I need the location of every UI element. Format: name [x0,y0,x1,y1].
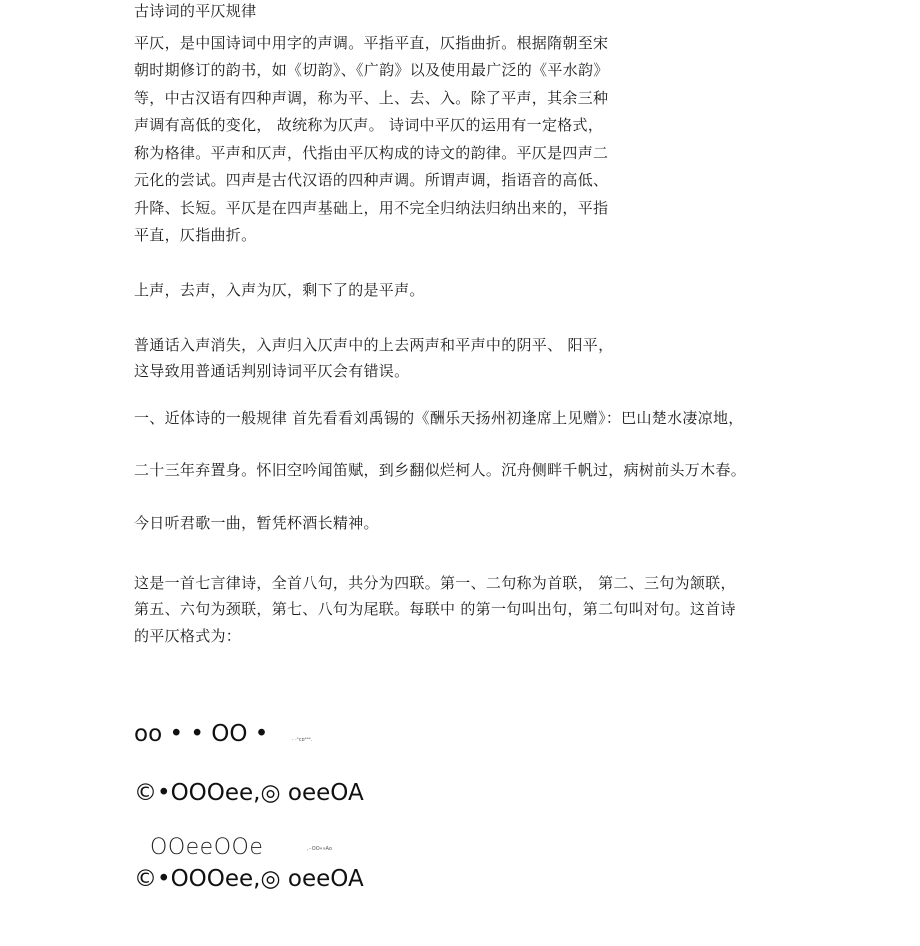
tone-pattern-annotation: ,··OO«»Ao [307,846,332,852]
tone-pattern-annotation: · ·ᵒcᴅᵉᵉᵉ. [292,737,313,743]
poem-line: 今日听君歌一曲，暂凭杯酒长精神。 [134,514,379,532]
paragraph-line: 朝时期修订的韵书，如《切韵》、《广韵》以及使用最广泛的《平水韵》 [134,61,609,79]
poem-intro-line: 一、近体诗的一般规律 首先看看刘禹锡的《酬乐天扬州初逢席上见赠》：巴山楚水凄凉地， [134,409,744,427]
tone-pattern-row: ©•OOOee,◎ oeeOA [134,866,364,892]
tone-pattern-row: ©•OOOee,◎ oeeOA [134,780,364,806]
paragraph-line: 普通话入声消失，入声归入仄声中的上去两声和平声中的阴平、 阳平， [134,336,614,354]
document-title: 古诗词的平仄规律 [134,2,257,20]
paragraph-line: 这导致用普通话判别诗词平仄会有错误。 [134,362,410,380]
paragraph-line: 平仄，是中国诗词中用字的声调。平指平直，仄指曲折。根据隋朝至宋 [134,34,609,52]
paragraph-line: 声调有高低的变化， 故统称为仄声。 诗词中平仄的运用有一定格式， [134,116,604,134]
paragraph-line: 第五、六句为颈联，第七、八句为尾联。每联中 的第一句叫出句，第二句叫对句。这首诗 [134,600,736,618]
tone-pattern-row: OOeeOOe [150,835,264,860]
tone-pattern-row: oo • • OO • [134,721,269,747]
poem-line: 二十三年弃置身。怀旧空吟闻笛赋，到乡翻似烂柯人。沉舟侧畔千帆过，病树前头万木春。 [134,461,747,479]
paragraph-line: 升降、长短。平仄是在四声基础上，用不完全归纳法归纳出来的，平指 [134,199,609,217]
paragraph-line: 称为格律。平声和仄声，代指由平仄构成的诗文的韵律。平仄是四声二 [134,144,609,162]
paragraph-ze-tones: 上声，去声，入声为仄，剩下了的是平声。 [134,281,425,299]
paragraph-line: 等，中古汉语有四种声调，称为平、上、去、入。除了平声，其余三种 [134,89,609,107]
paragraph-line: 平直，仄指曲折。 [134,226,257,244]
paragraph-line: 这是一首七言律诗，全首八句，共分为四联。第一、二句称为首联， 第二、三句为颔联， [134,574,736,592]
paragraph-line: 元化的尝试。四声是古代汉语的四种声调。所谓声调，指语音的高低、 [134,171,609,189]
paragraph-line: 的平仄格式为： [134,627,242,645]
